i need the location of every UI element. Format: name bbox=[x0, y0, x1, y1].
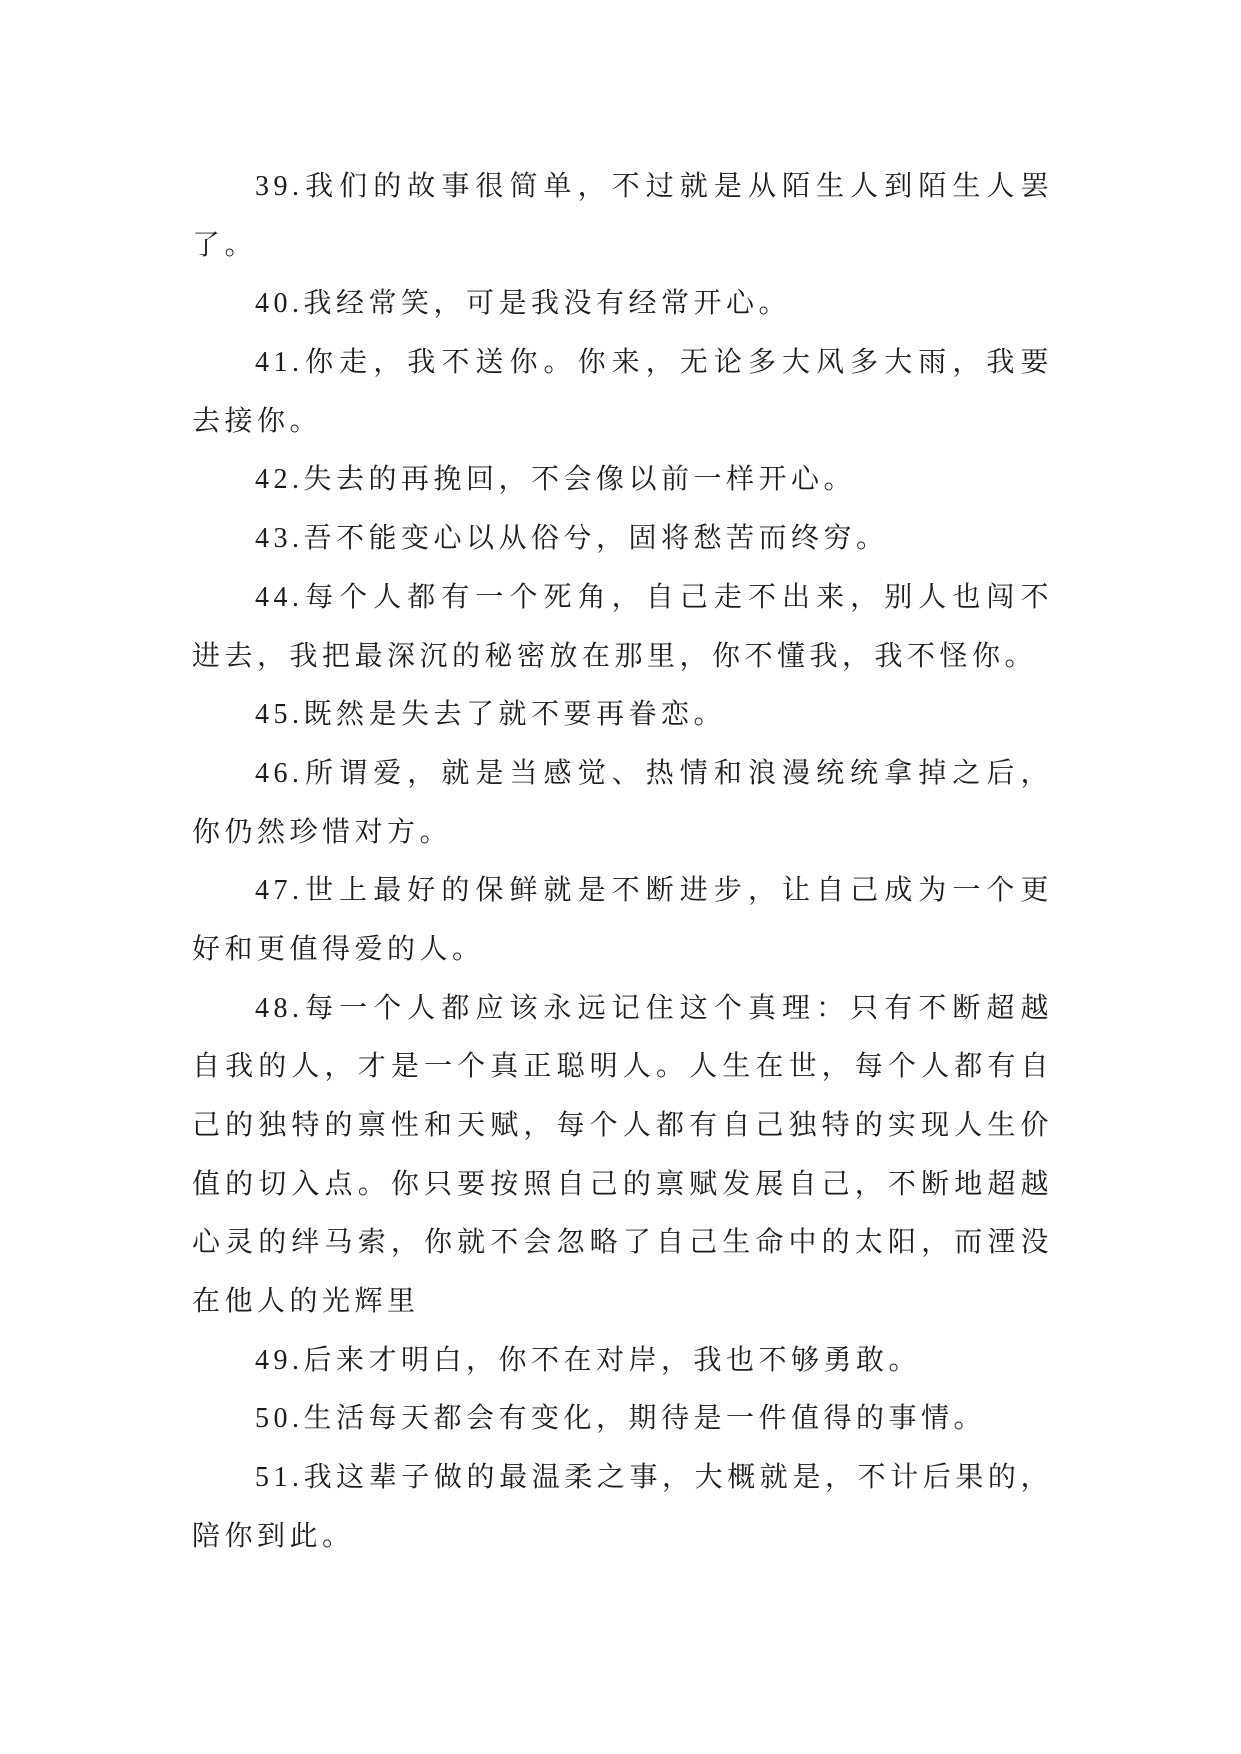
paragraph-line: 进去，我把最深沉的秘密放在那里，你不懂我，我不怪你。 bbox=[192, 640, 1038, 672]
paragraph-line: 44.每个人都有一个死角，自己走不出来，别人也闯不 bbox=[255, 581, 1053, 613]
paragraph-45 bbox=[192, 686, 1053, 745]
document-body bbox=[192, 158, 1053, 1567]
paragraph-46 bbox=[192, 745, 1053, 862]
paragraph-line: 48.每一个人都应该永远记住这个真理：只有不断超越 bbox=[255, 992, 1053, 1024]
paragraph-line: 39.我们的故事很简单，不过就是从陌生人到陌生人罢 bbox=[255, 171, 1053, 202]
paragraph-line: 40.我经常笑，可是我没有经常开心。 bbox=[255, 288, 792, 320]
paragraph-line: 在他人的光辉里 bbox=[192, 1286, 420, 1318]
paragraph-line: 45.既然是失去了就不要再眷恋。 bbox=[255, 699, 727, 731]
paragraph-line: 42.失去的再挽回，不会像以前一样开心。 bbox=[255, 464, 857, 496]
paragraph-line: 好和更值得爱的人。 bbox=[192, 933, 485, 965]
paragraph-40 bbox=[192, 275, 1053, 334]
paragraph-line: 51.我这辈子做的最温柔之事，大概就是，不计后果的， bbox=[255, 1462, 1053, 1494]
paragraph-line: 去接你。 bbox=[192, 405, 323, 437]
paragraph-line: 49.后来才明白，你不在对岸，我也不够勇敢。 bbox=[255, 1344, 922, 1376]
paragraph-line: 46.所谓爱，就是当感觉、热情和浪漫统统拿掉之后， bbox=[255, 757, 1053, 789]
paragraph-51 bbox=[192, 1449, 1053, 1566]
paragraph-47 bbox=[192, 862, 1053, 979]
paragraph-48 bbox=[192, 980, 1053, 1332]
paragraph-41 bbox=[192, 334, 1053, 451]
paragraph-line: 了。 bbox=[192, 229, 258, 261]
paragraph-line: 值的切入点。你只要按照自己的禀赋发展自己，不断地超越 bbox=[192, 1168, 1053, 1200]
paragraph-line: 43.吾不能变心以从俗兮，固将愁苦而终穷。 bbox=[255, 523, 889, 555]
paragraph-line: 己的独特的禀性和天赋，每个人都有自己独特的实现人生价 bbox=[192, 1110, 1053, 1141]
paragraph-line: 47.世上最好的保鲜就是不断进步，让自己成为一个更 bbox=[255, 875, 1053, 907]
paragraph-43 bbox=[192, 510, 1053, 569]
paragraph-line: 心灵的绊马索，你就不会忽略了自己生命中的太阳，而湮没 bbox=[192, 1227, 1053, 1259]
paragraph-line: 你仍然珍惜对方。 bbox=[192, 816, 453, 848]
paragraph-44 bbox=[192, 569, 1053, 686]
paragraph-42 bbox=[192, 451, 1053, 510]
paragraph-49 bbox=[192, 1332, 1053, 1391]
paragraph-line: 自我的人，才是一个真正聪明人。人生在世，每个人都有自 bbox=[192, 1051, 1053, 1083]
paragraph-line: 50.生活每天都会有变化，期待是一件值得的事情。 bbox=[255, 1403, 987, 1435]
paragraph-39 bbox=[192, 158, 1053, 275]
paragraph-line: 陪你到此。 bbox=[192, 1520, 355, 1552]
paragraph-50 bbox=[192, 1390, 1053, 1449]
paragraph-line: 41.你走，我不送你。你来，无论多大风多大雨，我要 bbox=[255, 347, 1053, 379]
